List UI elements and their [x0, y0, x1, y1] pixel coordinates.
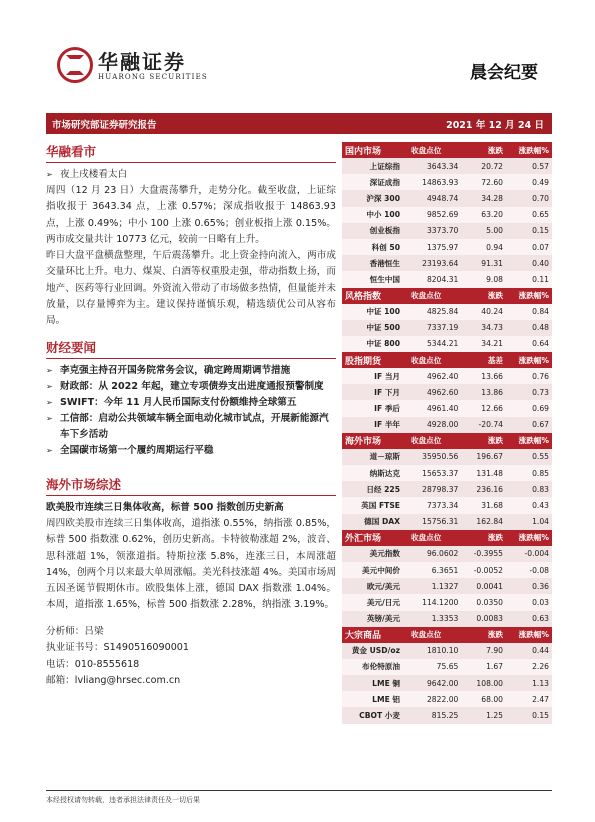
bullet-arrow-icon: ➢	[46, 413, 53, 423]
bullet-arrow-icon: ➢	[46, 170, 53, 179]
column-header: 涨跌幅%	[506, 142, 552, 158]
table-cell: 0.94	[461, 239, 506, 255]
row-label: CBOT 小麦	[342, 707, 408, 723]
section-header-title: 外汇市场	[342, 530, 408, 546]
footer-disclaimer: 本经授权请勿转载，违者承担法律责任及一切后果	[46, 796, 200, 804]
row-label: IF 半年	[342, 417, 408, 433]
table-cell: 4948.74	[408, 190, 461, 206]
market-data-column	[342, 142, 552, 724]
table-cell: 72.60	[461, 174, 506, 190]
column-header: 涨跌	[461, 433, 506, 449]
table-cell: 0.69	[506, 400, 552, 416]
table-cell: 23193.64	[408, 255, 461, 271]
row-label: LME 铜	[342, 675, 408, 691]
table-cell: 3373.70	[408, 223, 461, 239]
footer-rule	[46, 790, 552, 791]
table-cell: 20.72	[461, 158, 506, 174]
bullet-arrow-icon: ➢	[46, 397, 53, 407]
row-label: 上证综指	[342, 158, 408, 174]
analyst-info	[46, 624, 336, 690]
market-data-table	[342, 142, 552, 724]
row-label: 沪深 300	[342, 190, 408, 206]
table-cell: 114.1200	[408, 594, 461, 610]
table-cell: -20.74	[461, 417, 506, 433]
table-cell: 196.67	[461, 449, 506, 465]
table-cell: -0.08	[506, 562, 552, 578]
table-cell: 0.48	[506, 320, 552, 336]
column-header: 收盘点位	[408, 530, 461, 546]
row-label: 深证成指	[342, 174, 408, 190]
table-row	[342, 707, 552, 723]
table-cell: 0.63	[506, 611, 552, 627]
table-cell: -0.0052	[461, 562, 506, 578]
report-banner	[46, 113, 552, 134]
row-label: 英镑/美元	[342, 611, 408, 627]
table-cell: 91.31	[461, 255, 506, 271]
row-label: LME 铝	[342, 691, 408, 707]
table-cell: 0.64	[506, 336, 552, 352]
row-label: 中证 500	[342, 320, 408, 336]
table-cell: 0.07	[506, 239, 552, 255]
table-cell: 13.86	[461, 384, 506, 400]
table-cell: 0.36	[506, 578, 552, 594]
analyst-name: 分析师：吕梁	[46, 625, 104, 637]
table-row	[342, 223, 552, 239]
analyst-email: 邮箱：lvliang@hrsec.com.cn	[46, 675, 181, 687]
table-cell: 0.15	[506, 223, 552, 239]
table-cell: 0.73	[506, 384, 552, 400]
row-label: 中证 100	[342, 304, 408, 320]
column-header: 收盘点位	[408, 433, 461, 449]
table-cell: 15756.31	[408, 514, 461, 530]
table-cell: 4928.00	[408, 417, 461, 433]
column-header: 涨跌幅%	[506, 352, 552, 368]
table-row	[342, 659, 552, 675]
row-label: 欧元/美元	[342, 578, 408, 594]
page-header	[0, 0, 595, 100]
row-label: 德国 DAX	[342, 514, 408, 530]
banner-department: 市场研究部证券研究报告	[52, 120, 157, 131]
row-label: 美元/日元	[342, 594, 408, 610]
table-cell: 0.84	[506, 304, 552, 320]
table-cell: 9852.69	[408, 207, 461, 223]
column-header: 涨跌幅%	[506, 288, 552, 304]
row-label: 香港恒生	[342, 255, 408, 271]
overseas-headline: 欧美股市连续三日集体收高，标普 500 指数创历史新高	[46, 501, 284, 513]
table-cell: 63.20	[461, 207, 506, 223]
row-label: 中小 100	[342, 207, 408, 223]
market-view-subtitle: ➢ 夜上戌楼看太白	[46, 167, 336, 183]
table-cell: 2822.00	[408, 691, 461, 707]
row-label: 创业板指	[342, 223, 408, 239]
bullet-arrow-icon: ➢	[46, 445, 53, 455]
table-row	[342, 691, 552, 707]
table-cell: 40.24	[461, 304, 506, 320]
analyst-cert: 执业证书号：S1490516090001	[46, 642, 190, 654]
table-row	[342, 675, 552, 691]
row-label: 科创 50	[342, 239, 408, 255]
table-cell: 3643.34	[408, 158, 461, 174]
column-header: 涨跌幅%	[506, 433, 552, 449]
column-header: 涨跌幅%	[506, 530, 552, 546]
table-cell: 4825.84	[408, 304, 461, 320]
table-cell: 31.68	[461, 497, 506, 513]
section-header-title: 国内市场	[342, 142, 408, 158]
table-cell: 2.47	[506, 691, 552, 707]
table-section-header	[342, 288, 552, 304]
row-label: 黄金 USD/oz	[342, 643, 408, 659]
market-view-paragraph-1: 周四（12 月 23 日）大盘震荡攀升，走势分化。截至收盘，上证综指收报于 3643.34 点，上涨 0.57%；深成指收报于 14863.93 点，上涨 0.49%；中小 100 上涨 0.65%；创业板指上涨 0.15%。两市成交量共计 10773 亿元，较前一日略有上升。	[46, 185, 336, 245]
row-label: 英国 FTSE	[342, 497, 408, 513]
column-header: 基差	[461, 352, 506, 368]
table-cell: 0.76	[506, 368, 552, 384]
table-cell: -0.004	[506, 546, 552, 562]
table-cell: 5.00	[461, 223, 506, 239]
table-cell: 0.65	[506, 207, 552, 223]
row-label: IF 当月	[342, 368, 408, 384]
table-cell: 0.40	[506, 255, 552, 271]
table-cell: 4961.40	[408, 400, 461, 416]
news-item: ➢ 工信部：启动公共领域车辆全面电动化城市试点，开展新能源汽车下乡活动	[46, 412, 329, 440]
table-cell: 1810.10	[408, 643, 461, 659]
table-section-header	[342, 530, 552, 546]
news-item: ➢ 全国碳市场第一个履约周期运行平稳	[46, 443, 336, 459]
table-cell: 1.25	[461, 707, 506, 723]
column-header: 涨跌幅%	[506, 627, 552, 643]
table-cell: 6.3651	[408, 562, 461, 578]
column-header: 涨跌	[461, 530, 506, 546]
table-row	[342, 384, 552, 400]
analyst-tel: 电话：010-8555618	[46, 658, 140, 670]
table-row	[342, 611, 552, 627]
main-column	[46, 142, 336, 690]
table-cell: 108.00	[461, 675, 506, 691]
table-cell: 0.83	[506, 481, 552, 497]
table-cell: 96.0602	[408, 546, 461, 562]
table-section-header	[342, 433, 552, 449]
table-cell: 15653.37	[408, 465, 461, 481]
news-item: ➢ 李克强主持召开国务院常务会议，确定跨周期调节措施	[46, 363, 336, 379]
bullet-arrow-icon: ➢	[46, 365, 53, 375]
table-cell: 75.65	[408, 659, 461, 675]
table-cell: 162.84	[461, 514, 506, 530]
banner-date: 2021 年 12 月 24 日	[446, 120, 544, 131]
table-cell: 0.70	[506, 190, 552, 206]
news-item: ➢ 财政部：从 2022 年起，建立专项债券支出进度通报预警制度	[46, 379, 336, 395]
table-row	[342, 497, 552, 513]
section-header-title: 海外市场	[342, 433, 408, 449]
table-section-header	[342, 627, 552, 643]
table-cell: 28798.37	[408, 481, 461, 497]
table-row	[342, 368, 552, 384]
column-header: 收盘点位	[408, 627, 461, 643]
table-cell: 4962.40	[408, 368, 461, 384]
table-cell: 7.90	[461, 643, 506, 659]
table-cell: 0.11	[506, 271, 552, 287]
row-label: IF 下月	[342, 384, 408, 400]
row-label: 中证 800	[342, 336, 408, 352]
table-cell: 14863.93	[408, 174, 461, 190]
table-cell: 7337.19	[408, 320, 461, 336]
table-cell: 0.55	[506, 449, 552, 465]
table-cell: 0.43	[506, 497, 552, 513]
table-cell: 5344.21	[408, 336, 461, 352]
table-cell: 0.0350	[461, 594, 506, 610]
market-view-paragraph-2: 昨日大盘平盘横盘整理，午后震荡攀升。北上资金持向流入，两市成交量环比上升。电力、煤炭、白酒等权重股走强，带动指数上扬，而地产、医药等行业回调。外资流入带动了市场做多热情，但量能并未放量，以存量博弈为主。建议保持谨慎乐观，精选绩优公司从容布局。	[46, 250, 336, 327]
table-cell: 12.66	[461, 400, 506, 416]
table-row	[342, 336, 552, 352]
table-row	[342, 578, 552, 594]
table-cell: 1.3353	[408, 611, 461, 627]
column-header: 涨跌	[461, 142, 506, 158]
table-row	[342, 320, 552, 336]
table-cell: 1.67	[461, 659, 506, 675]
table-cell: 1.1327	[408, 578, 461, 594]
table-cell: 34.73	[461, 320, 506, 336]
table-cell: 8204.31	[408, 271, 461, 287]
table-cell: 0.15	[506, 707, 552, 723]
column-header: 收盘点位	[408, 142, 461, 158]
table-cell: 4962.60	[408, 384, 461, 400]
section-header-title: 大宗商品	[342, 627, 408, 643]
table-cell: 236.16	[461, 481, 506, 497]
section-header-title: 风格指数	[342, 288, 408, 304]
column-header: 收盘点位	[408, 288, 461, 304]
section-title-overseas: 海外市场综述	[46, 475, 336, 496]
row-label: 恒生中国	[342, 271, 408, 287]
table-cell: 0.57	[506, 158, 552, 174]
table-cell: 0.0041	[461, 578, 506, 594]
table-cell: 815.25	[408, 707, 461, 723]
table-row	[342, 400, 552, 416]
table-row	[342, 271, 552, 287]
table-row	[342, 190, 552, 206]
table-cell: 1375.97	[408, 239, 461, 255]
table-cell: -0.3955	[461, 546, 506, 562]
table-cell: 131.48	[461, 465, 506, 481]
row-label: 道－琼斯	[342, 449, 408, 465]
table-cell: 0.67	[506, 417, 552, 433]
table-row	[342, 255, 552, 271]
document-title: 晨会纪要	[470, 63, 538, 83]
table-cell: 0.85	[506, 465, 552, 481]
table-cell: 0.44	[506, 643, 552, 659]
table-row	[342, 304, 552, 320]
row-label: 纳斯达克	[342, 465, 408, 481]
overseas-paragraph: 周四欧美股市连续三日集体收高，道指涨 0.55%，纳指涨 0.85%，标普 500 指数涨 0.62%，创历史新高。卡特彼勒涨超 2%，波音、思科涨超 1%，领涨道指。特斯拉涨 5.8%，连涨三日，本周涨超 14%，创两个月以来最大单周涨幅。美光科技涨超 4%。美国市场周五因圣诞节假期休市。欧股集体上涨，德国 DAX 指数涨 1.04%。本周，道指涨 1.65%，标普 500 指数涨 2.28%，纳指涨 3.19%。	[46, 517, 336, 611]
column-header: 收盘点位	[408, 352, 461, 368]
section-title-market-view: 华融看市	[46, 142, 336, 163]
table-cell: 34.21	[461, 336, 506, 352]
section-title-finance-news: 财经要闻	[46, 338, 336, 359]
table-row	[342, 207, 552, 223]
bullet-arrow-icon: ➢	[46, 381, 53, 391]
news-item: ➢ SWIFT：今年 11 月人民币国际支付份额维持全球第五	[46, 395, 336, 411]
table-row	[342, 562, 552, 578]
row-label: 布伦特原油	[342, 659, 408, 675]
table-row	[342, 417, 552, 433]
table-cell: 7373.34	[408, 497, 461, 513]
row-label: IF 季后	[342, 400, 408, 416]
table-row	[342, 643, 552, 659]
table-row	[342, 239, 552, 255]
table-cell: 9.08	[461, 271, 506, 287]
table-section-header	[342, 352, 552, 368]
company-name-cn: 华融证券	[98, 50, 186, 74]
table-cell: 0.03	[506, 594, 552, 610]
table-row	[342, 481, 552, 497]
table-row	[342, 449, 552, 465]
table-row	[342, 594, 552, 610]
huarong-logo-icon	[57, 47, 93, 83]
column-header: 涨跌	[461, 288, 506, 304]
section-header-title: 股指期货	[342, 352, 408, 368]
table-cell: 9642.00	[408, 675, 461, 691]
table-row	[342, 174, 552, 190]
table-cell: 68.00	[461, 691, 506, 707]
company-name-en: HUARONG SECURITIES	[98, 73, 208, 81]
column-header: 涨跌	[461, 627, 506, 643]
table-cell: 1.04	[506, 514, 552, 530]
table-cell: 0.49	[506, 174, 552, 190]
row-label: 美元中间价	[342, 562, 408, 578]
table-cell: 0.0083	[461, 611, 506, 627]
row-label: 美元指数	[342, 546, 408, 562]
table-cell: 1.13	[506, 675, 552, 691]
table-row	[342, 465, 552, 481]
table-cell: 13.66	[461, 368, 506, 384]
table-row	[342, 546, 552, 562]
table-cell: 2.26	[506, 659, 552, 675]
row-label: 日经 225	[342, 481, 408, 497]
table-section-header	[342, 142, 552, 158]
table-cell: 35950.56	[408, 449, 461, 465]
table-cell: 34.28	[461, 190, 506, 206]
table-row	[342, 514, 552, 530]
table-row	[342, 158, 552, 174]
